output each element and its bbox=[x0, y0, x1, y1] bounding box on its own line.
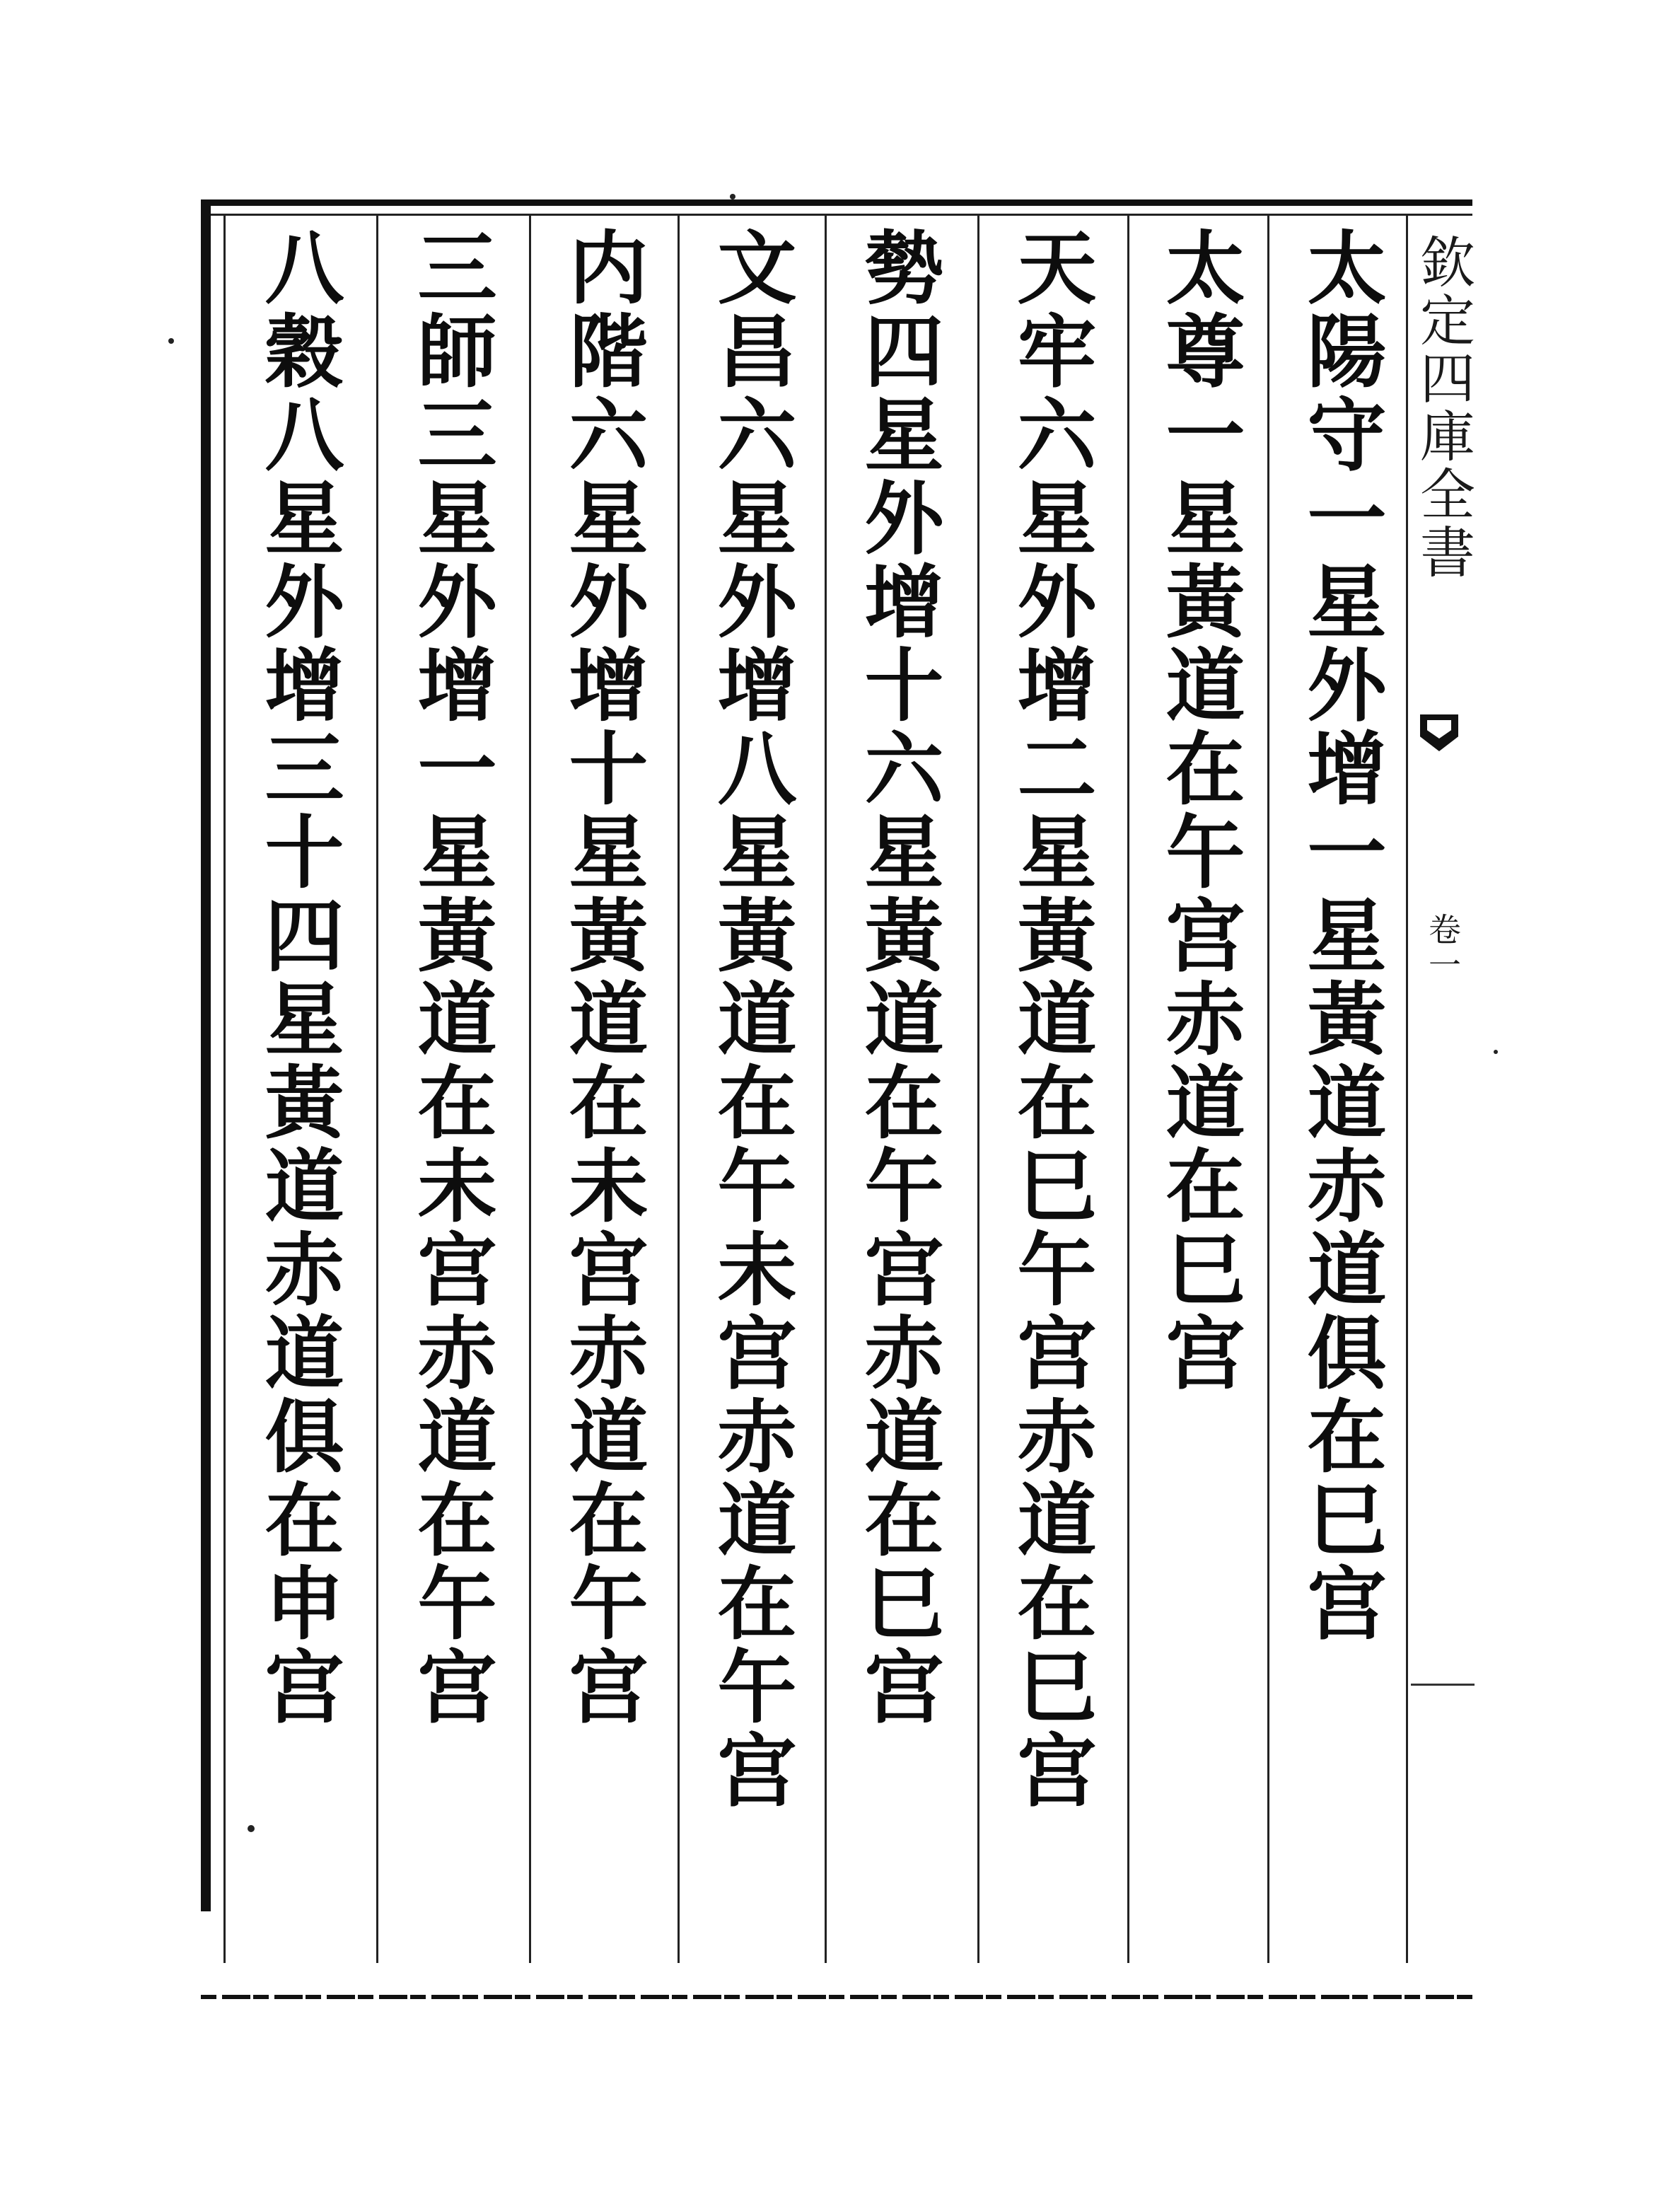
column-rule bbox=[678, 216, 680, 1963]
frame-left-inner-border bbox=[223, 216, 226, 1963]
column-rule bbox=[825, 216, 827, 1963]
text-column-6: 内階六星外增十星黃道在未宫赤道在午宫 bbox=[556, 226, 649, 1729]
scan-speck bbox=[248, 1825, 255, 1832]
column-rule bbox=[529, 216, 531, 1963]
margin-strip-rule bbox=[1406, 216, 1408, 1963]
frame-top-inner-border bbox=[207, 214, 1472, 216]
scan-speck bbox=[1494, 1050, 1498, 1054]
frame-top-border bbox=[207, 199, 1472, 206]
column-rule bbox=[977, 216, 979, 1963]
text-column-5: 文昌六星外增八星黃道在午未宫赤道在午宫 bbox=[704, 226, 797, 1812]
column-rule bbox=[1127, 216, 1129, 1963]
text-column-7: 三師三星外增一星黃道在未宫赤道在午宫 bbox=[405, 226, 497, 1729]
text-column-3: 天牢六星外增二星黃道在巳午宫赤道在巳宫 bbox=[1004, 226, 1097, 1812]
frame-bottom-border bbox=[201, 1995, 1474, 1999]
text-column-1: 太陽守一星外增一星黃道赤道俱在巳宫 bbox=[1294, 226, 1387, 1645]
margin-tick-line bbox=[1411, 1684, 1475, 1686]
frame-left-border bbox=[201, 199, 211, 1911]
text-column-8: 八穀八星外增三十四星黃道赤道俱在申宫 bbox=[252, 226, 344, 1729]
scan-speck bbox=[730, 194, 735, 199]
text-column-4: 勢四星外增十六星黃道在午宫赤道在巳宫 bbox=[851, 226, 944, 1729]
margin-volume-label: 卷一 bbox=[1424, 913, 1462, 983]
text-column-2: 太尊一星黃道在午宫赤道在巳宫 bbox=[1153, 226, 1245, 1395]
margin-book-title: 欽定四庫全書 bbox=[1411, 233, 1475, 581]
column-rule bbox=[1267, 216, 1269, 1963]
scan-speck bbox=[168, 338, 174, 344]
column-rule bbox=[376, 216, 378, 1963]
